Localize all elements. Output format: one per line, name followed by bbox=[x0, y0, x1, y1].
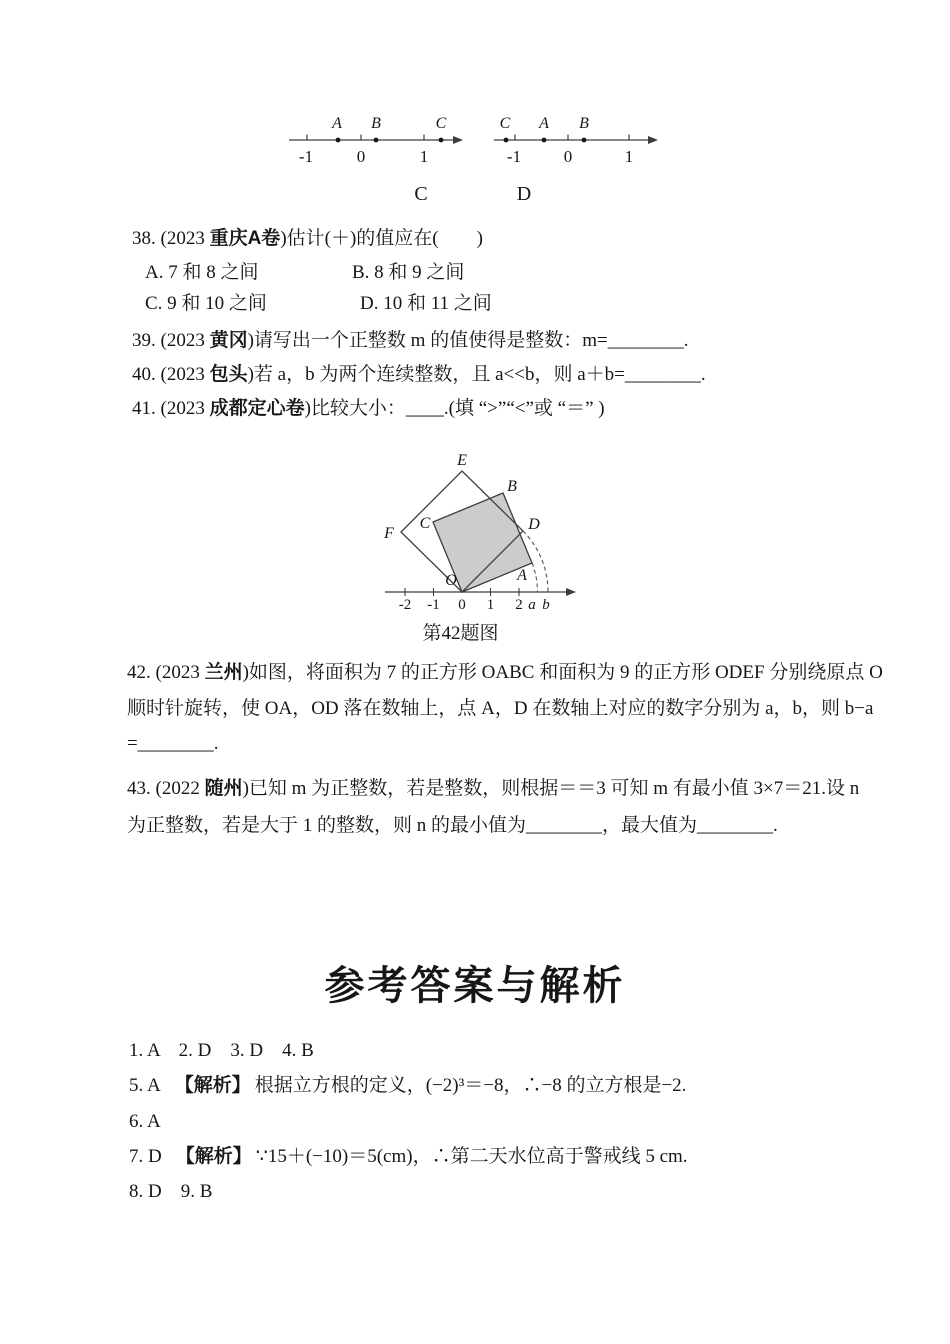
question-38-option-c: C. 9 和 10 之间 bbox=[145, 293, 267, 314]
tick-label: 0 bbox=[356, 147, 366, 166]
answer-7-analysis-marker: 【解析】 bbox=[175, 1146, 252, 1167]
vertex-f-label: F bbox=[384, 525, 394, 542]
question-39-prefix: 39. (2023 bbox=[132, 330, 210, 351]
arc-a bbox=[532, 563, 537, 592]
tick-label: 0 bbox=[563, 147, 573, 166]
vertex-b-label: B bbox=[507, 478, 517, 495]
question-39-source: 黄冈 bbox=[209, 330, 248, 351]
question-39 bbox=[132, 328, 688, 354]
question-42-line2: 顺时针旋转，使 OA，OD 落在数轴上，点 A，D 在数轴上对应的数字分别为 a，b，则 b−a bbox=[127, 698, 874, 719]
tick-label-a: a bbox=[528, 597, 536, 613]
option-d-label: D bbox=[516, 183, 532, 205]
vertex-a-label: A bbox=[517, 567, 527, 584]
question-38-text: )估计(＋)的值应在( ) bbox=[280, 228, 483, 249]
question-43-prefix: 43. (2022 bbox=[127, 778, 205, 799]
point-label: C bbox=[435, 115, 447, 132]
question-41-text: )比较大小：____.(填 “>”“<”或 “＝” ) bbox=[304, 398, 605, 419]
tick-label: 1 bbox=[486, 597, 495, 613]
point-dot bbox=[439, 138, 444, 143]
point-dot bbox=[374, 138, 379, 143]
question-38-option-a: A. 7 和 8 之间 bbox=[145, 262, 259, 283]
question-43-line2: 为正整数，若是大于 1 的整数，则 n 的最小值为________，最大值为________. bbox=[127, 815, 778, 836]
vertex-o-label: O bbox=[445, 572, 457, 589]
answer-row-1-4: 1. A 2. D 3. D 4. B bbox=[129, 1040, 314, 1061]
question-41-source: 成都定心卷 bbox=[209, 398, 305, 419]
question-40-text: )若 a，b 为两个连续整数，且 a<<b，则 a＋b=________. bbox=[247, 364, 706, 385]
answer-7-number: 7. D bbox=[129, 1146, 162, 1167]
answer-6: 6. A bbox=[129, 1111, 161, 1132]
question-38 bbox=[132, 226, 483, 252]
point-dot bbox=[504, 138, 509, 143]
axis-arrow-icon bbox=[453, 136, 463, 144]
question-38-prefix: 38. (2023 bbox=[132, 228, 210, 249]
vertex-d-label: D bbox=[528, 516, 540, 533]
question-41-prefix: 41. (2023 bbox=[132, 398, 210, 419]
point-label: A bbox=[539, 115, 549, 132]
vertex-e-label: E bbox=[457, 452, 467, 469]
tick-label: 2 bbox=[515, 597, 523, 613]
question-40-source: 包头 bbox=[209, 364, 248, 385]
answer-5-analysis-text: 根据立方根的定义，(−2)³＝−8，∴−8 的立方根是−2. bbox=[254, 1075, 687, 1096]
question-43-source: 随州 bbox=[204, 778, 243, 799]
numberline-option-d-figure bbox=[488, 110, 678, 172]
question-42-text: )如图，将面积为 7 的正方形 OABC 和面积为 9 的正方形 ODEF 分别绕原点 O bbox=[242, 662, 883, 683]
question-43-text: )已知 m 为正整数，若是整数，则根据＝＝3 可知 m 有最小值 3×7＝21.设 n bbox=[242, 778, 860, 799]
question-43-line1 bbox=[127, 776, 859, 802]
tick-label: -2 bbox=[398, 597, 412, 613]
numberline-option-c-figure bbox=[285, 110, 475, 172]
tick-label-b: b bbox=[542, 597, 550, 613]
question-38-option-b: B. 8 和 9 之间 bbox=[352, 262, 465, 283]
question-40-prefix: 40. (2023 bbox=[132, 364, 210, 385]
point-label: B bbox=[579, 115, 589, 132]
tick-label: -1 bbox=[506, 147, 522, 166]
axis-arrow-icon bbox=[566, 588, 576, 596]
question-38-option-d: D. 10 和 11 之间 bbox=[360, 293, 492, 314]
point-label: B bbox=[371, 115, 381, 132]
question-38-source: 重庆A卷 bbox=[209, 228, 281, 249]
question-42-figure bbox=[375, 444, 585, 616]
axis-arrow-icon bbox=[648, 136, 658, 144]
answers-heading: 参考答案与解析 bbox=[324, 963, 626, 1008]
question-39-text: )请写出一个正整数 m 的值使得是整数：m=________. bbox=[247, 330, 689, 351]
answer-5-number: 5. A bbox=[129, 1075, 161, 1096]
question-40 bbox=[132, 362, 706, 388]
tick-label: -1 bbox=[427, 597, 440, 613]
answer-5-analysis-marker: 【解析】 bbox=[174, 1075, 251, 1096]
question-42-source: 兰州 bbox=[204, 662, 243, 683]
point-dot bbox=[582, 138, 587, 143]
answer-7-analysis-text: ∵15＋(−10)＝5(cm)，∴第二天水位高于警戒线 5 cm. bbox=[255, 1146, 688, 1167]
tick-label: 0 bbox=[458, 597, 466, 613]
tick-label: -1 bbox=[298, 147, 314, 166]
answer-7 bbox=[129, 1144, 688, 1170]
tick-label: 1 bbox=[419, 147, 429, 166]
question-42-line3: =________. bbox=[127, 733, 219, 754]
question-42-line1 bbox=[127, 660, 883, 686]
question-42-prefix: 42. (2023 bbox=[127, 662, 205, 683]
point-dot bbox=[336, 138, 341, 143]
answer-row-8-9: 8. D 9. B bbox=[129, 1181, 213, 1202]
vertex-c-label: C bbox=[419, 515, 431, 532]
point-dot bbox=[542, 138, 547, 143]
option-c-label: C bbox=[414, 183, 428, 205]
tick-label: 1 bbox=[624, 147, 634, 166]
answer-5 bbox=[129, 1073, 686, 1099]
point-label: C bbox=[499, 115, 511, 132]
question-41 bbox=[132, 396, 605, 422]
question-42-figure-caption: 第42题图 bbox=[422, 623, 499, 644]
point-label: A bbox=[332, 115, 342, 132]
